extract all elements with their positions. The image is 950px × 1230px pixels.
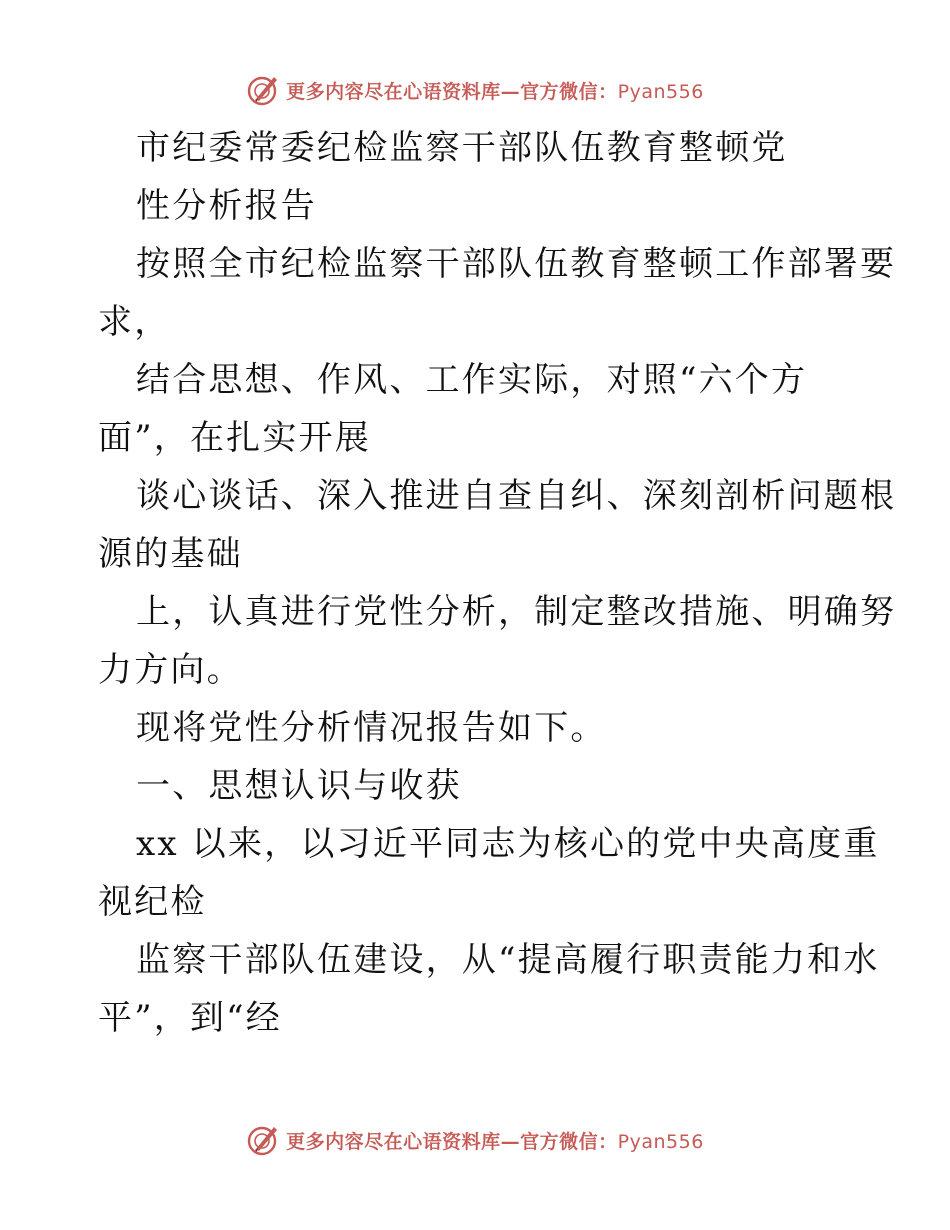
paragraph-line: 视纪检 xyxy=(98,882,207,922)
document-title-line-1: 市纪委常委纪检监察干部队伍教育整顿党 xyxy=(136,128,788,168)
section-heading: 一、思想认识与收获 xyxy=(136,766,462,806)
watermark-text xyxy=(286,77,704,104)
paragraph-line: xx 以来，以习近平同志为核心的党中央高度重 xyxy=(136,824,880,864)
paragraph-line: 按照全市纪检监察干部队伍教育整顿工作部署要 xyxy=(136,244,897,284)
paragraph-line: 上，认真进行党性分析，制定整改措施、明确努 xyxy=(136,592,897,632)
paragraph-line: 谈心谈话、深入推进自查自纠、深刻剖析问题根 xyxy=(136,476,897,516)
watermark-footer xyxy=(0,1120,950,1160)
paragraph-line: 面”，在扎实开展 xyxy=(98,418,371,458)
paragraph-line: 结合思想、作风、工作实际，对照“六个方 xyxy=(136,360,808,400)
watermark-wechat-id: Pyan556 xyxy=(617,1130,704,1153)
watermark-wechat-id: Pyan556 xyxy=(617,80,704,103)
document-title-line-2: 性分析报告 xyxy=(136,186,317,226)
quill-logo-icon xyxy=(246,73,280,107)
watermark-text xyxy=(286,1127,704,1154)
paragraph-line: 监察干部队伍建设，从“提高履行职责能力和水 xyxy=(136,940,880,980)
paragraph-line: 源的基础 xyxy=(98,534,243,574)
watermark-label: 更多内容尽在心语资料库—官方微信： xyxy=(286,80,618,103)
paragraph-line: 现将党性分析情况报告如下。 xyxy=(136,708,607,748)
paragraph-line: 求， xyxy=(98,302,171,342)
paragraph-line: 力方向。 xyxy=(98,650,243,690)
watermark-header xyxy=(0,70,950,110)
watermark-label: 更多内容尽在心语资料库—官方微信： xyxy=(286,1130,618,1153)
paragraph-line: 平”，到“经 xyxy=(98,998,282,1038)
quill-logo-icon xyxy=(246,1123,280,1157)
